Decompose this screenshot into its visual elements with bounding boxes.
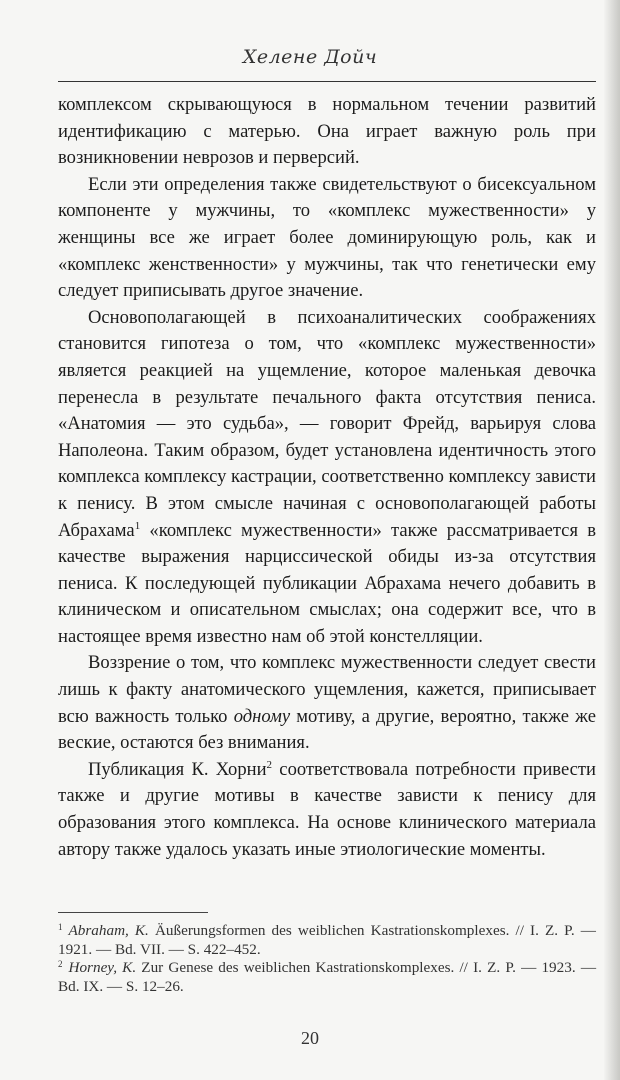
footnotes bbox=[58, 922, 596, 996]
footnote-2: $^2$ Horney, K. Zur Genese des weiblichen Kastrationskomplexes. // I. Z. P. — 1923. — Bd. IX. — S. 12–26. bbox=[58, 959, 597, 995]
page-edge-shadow bbox=[604, 0, 620, 1080]
footnote-1: $^1$ Abraham, K. Äußerungsformen des weiblichen Kastrationskomplexes. // I. Z. P. — 1921. — Bd. VII. — S. 422–452. bbox=[58, 922, 596, 958]
header-rule bbox=[58, 81, 596, 82]
paragraph-4: Воззрение о том, что комплекс мужественности следует свести лишь к факту анатомического ущемления, кажется, приписывает всю важность только одному мотиву, а другие, вероятно, также же веские, остаются без внимания. bbox=[58, 652, 596, 754]
footnote-ref-1[interactable]: 1 bbox=[134, 519, 141, 532]
paragraph-1: комплексом скрывающуюся в нормальном течении развитий идентификацию с матерью. Она играет важную роль при возникновении неврозов и перверсий. bbox=[58, 94, 596, 169]
emphasis: одному bbox=[233, 705, 291, 727]
page-number: 20 bbox=[301, 1028, 319, 1048]
paragraph-2: Если эти определения также свидетельствуют о бисексуальном компоненте у мужчины, то «комплекс мужественности» у женщины все же играет более доминирующую роль, как и «комплекс женственности» у мужчины, так что генетически ему следует приписывать другое значение. bbox=[58, 173, 596, 302]
paragraph-5: Публикация К. Хорни$^2$ соответствовала потребности привести также и другие мотивы в качестве зависти к пенису для образования этого комплекса. На основе клинического материала автору также удалось указать иные этиологические моменты. bbox=[58, 758, 597, 860]
paragraph-3: Основополагающей в психоаналитических соображениях становится гипотеза о том, что «комплекс мужественности» является реакцией на ущемление, которое маленькая девочка перенесла в результате печального факта отсутствия пениса. «Анатомия — это судьба», — говорит Фрейд, варьируя слова Наполеона. Таким образом, будет установлена идентичность этого комплекса комплексу кастрации, соответственно комплексу зависти к пенису. В этом смысле начиная с основополагающей работы Абрахама$^1$ «комплекс мужественности» также рассматривается в качестве выражения нарциссической обиды из-за отсутствия пениса. К последующей публикации Абрахама нечего добавить в клиническом и описательном смыслах; она содержит все, что в настоящее время известно нам об этой констелляции. bbox=[58, 306, 596, 647]
footnote-rule bbox=[58, 912, 208, 913]
main-text bbox=[58, 92, 596, 863]
running-title: Хелене Дойч bbox=[242, 46, 378, 68]
footnote-ref-2[interactable]: 2 bbox=[266, 758, 273, 771]
